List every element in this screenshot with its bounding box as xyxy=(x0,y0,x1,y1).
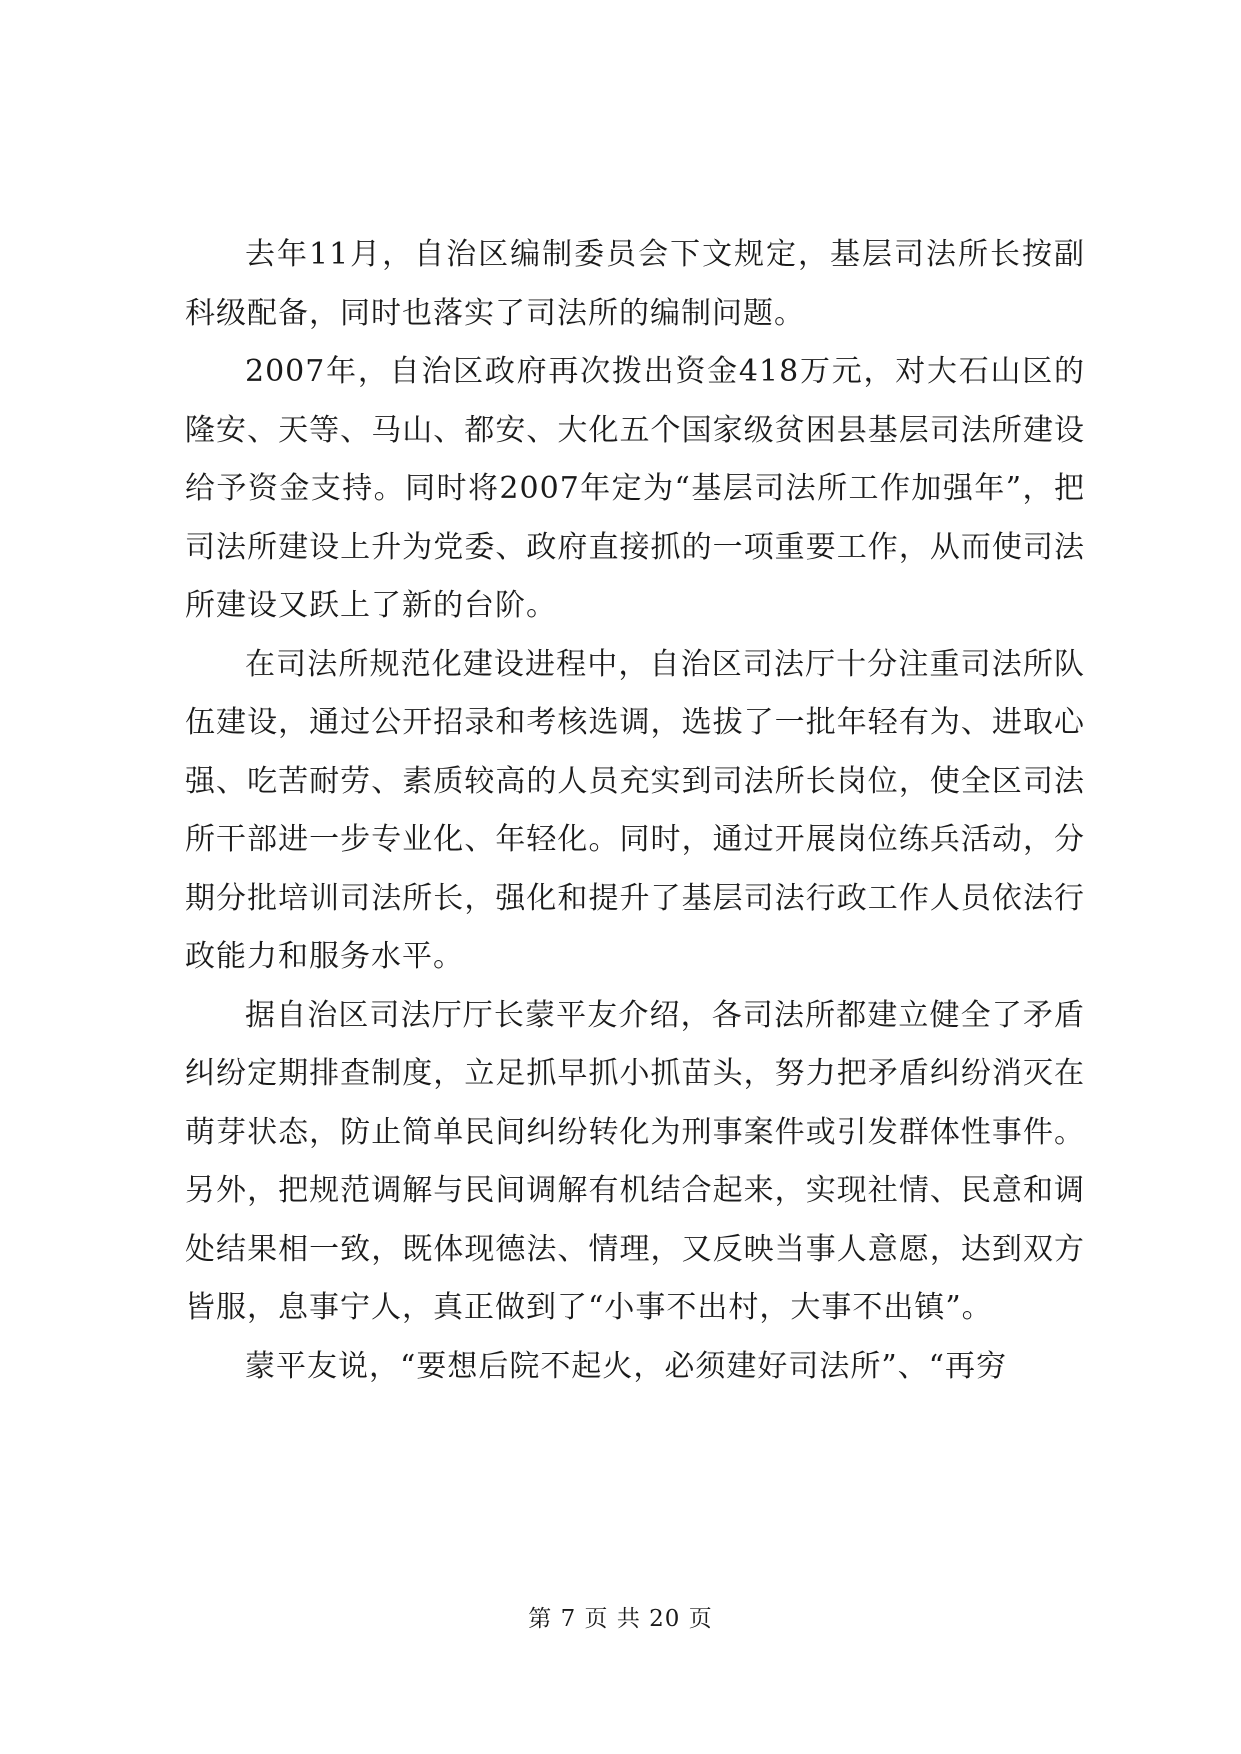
paragraph-1: 去年11月，自治区编制委员会下文规定，基层司法所长按副科级配备，同时也落实了司法所的编制问题。 xyxy=(185,237,1085,331)
document-body xyxy=(185,226,1085,1396)
paragraph-3: 在司法所规范化建设进程中，自治区司法厅十分注重司法所队伍建设，通过公开招录和考核选调，选拔了一批年轻有为、进取心强、吃苦耐劳、素质较高的人员充实到司法所长岗位，使全区司法所干部进一步专业化、年轻化。同时，通过开展岗位练兵活动，分期分批培训司法所长，强化和提升了基层司法行政工作人员依法行政能力和服务水平。 xyxy=(185,646,1085,974)
page-footer xyxy=(0,1604,1241,1634)
paragraph-2: 2007年，自治区政府再次拨出资金418万元，对大石山区的隆安、天等、马山、都安、大化五个国家级贫困县基层司法所建设给予资金支持。同时将2007年定为“基层司法所工作加强年”，把司法所建设上升为党委、政府直接抓的一项重要工作，从而使司法所建设又跃上了新的台阶。 xyxy=(185,354,1085,623)
page-number: 第 7 页 共 20 页 xyxy=(528,1606,713,1632)
paragraph-5: 蒙平友说，“要想后院不起火，必须建好司法所”、“再穷 xyxy=(245,1348,1008,1384)
paragraph-4: 据自治区司法厅厅长蒙平友介绍，各司法所都建立健全了矛盾纠纷定期排查制度，立足抓早抓小抓苗头，努力把矛盾纠纷消灭在萌芽状态，防止简单民间纠纷转化为刑事案件或引发群体性事件。另外，把规范调解与民间调解有机结合起来，实现社情、民意和调处结果相一致，既体现德法、情理，又反映当事人意愿，达到双方皆服，息事宁人，真正做到了“小事不出村，大事不出镇”。 xyxy=(185,997,1085,1325)
